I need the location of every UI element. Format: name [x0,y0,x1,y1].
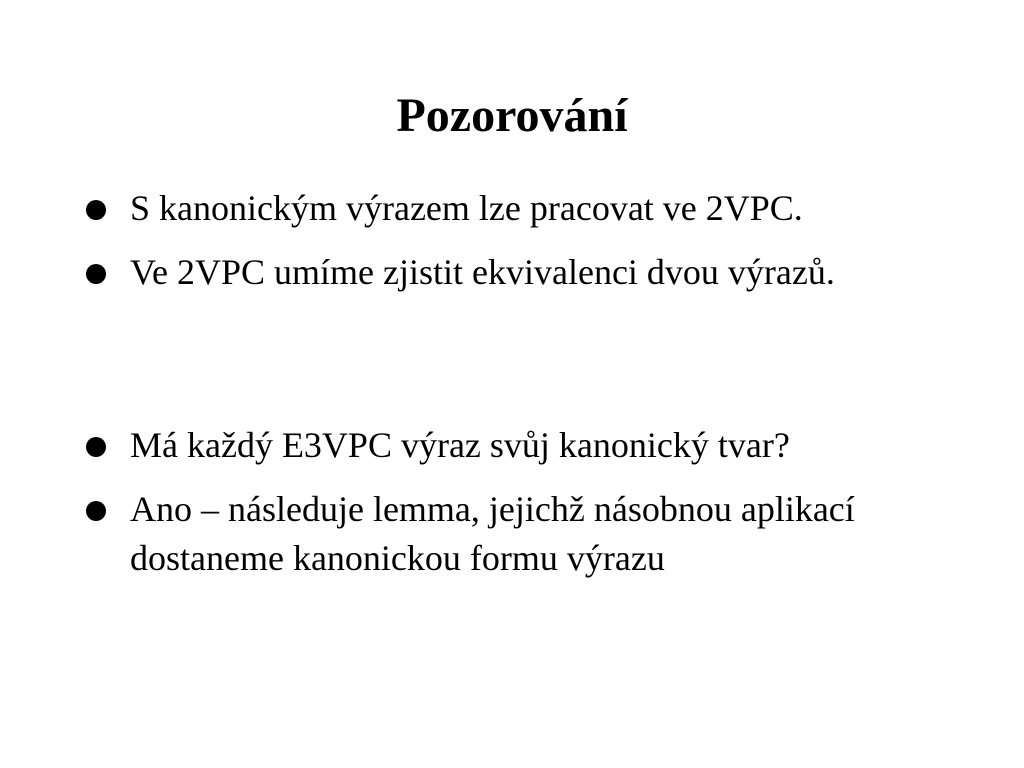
bullet-text: Ano – následuje lemma, jejichž násobnou aplikací dostaneme kanonickou formu výrazu [130,489,855,578]
slide-title: Pozorování [396,89,628,142]
bullet-icon [86,437,106,457]
bullet-icon [86,501,106,521]
bullet-icon [86,200,106,220]
bullet-text: Má každý E3VPC výraz svůj kanonický tvar? [130,425,790,465]
bullet-text: Ve 2VPC umíme zjistit ekvivalenci dvou výrazů. [130,252,835,292]
bullet-icon [86,264,106,284]
bullet-text: S kanonickým výrazem lze pracovat ve 2VPC. [130,188,803,228]
